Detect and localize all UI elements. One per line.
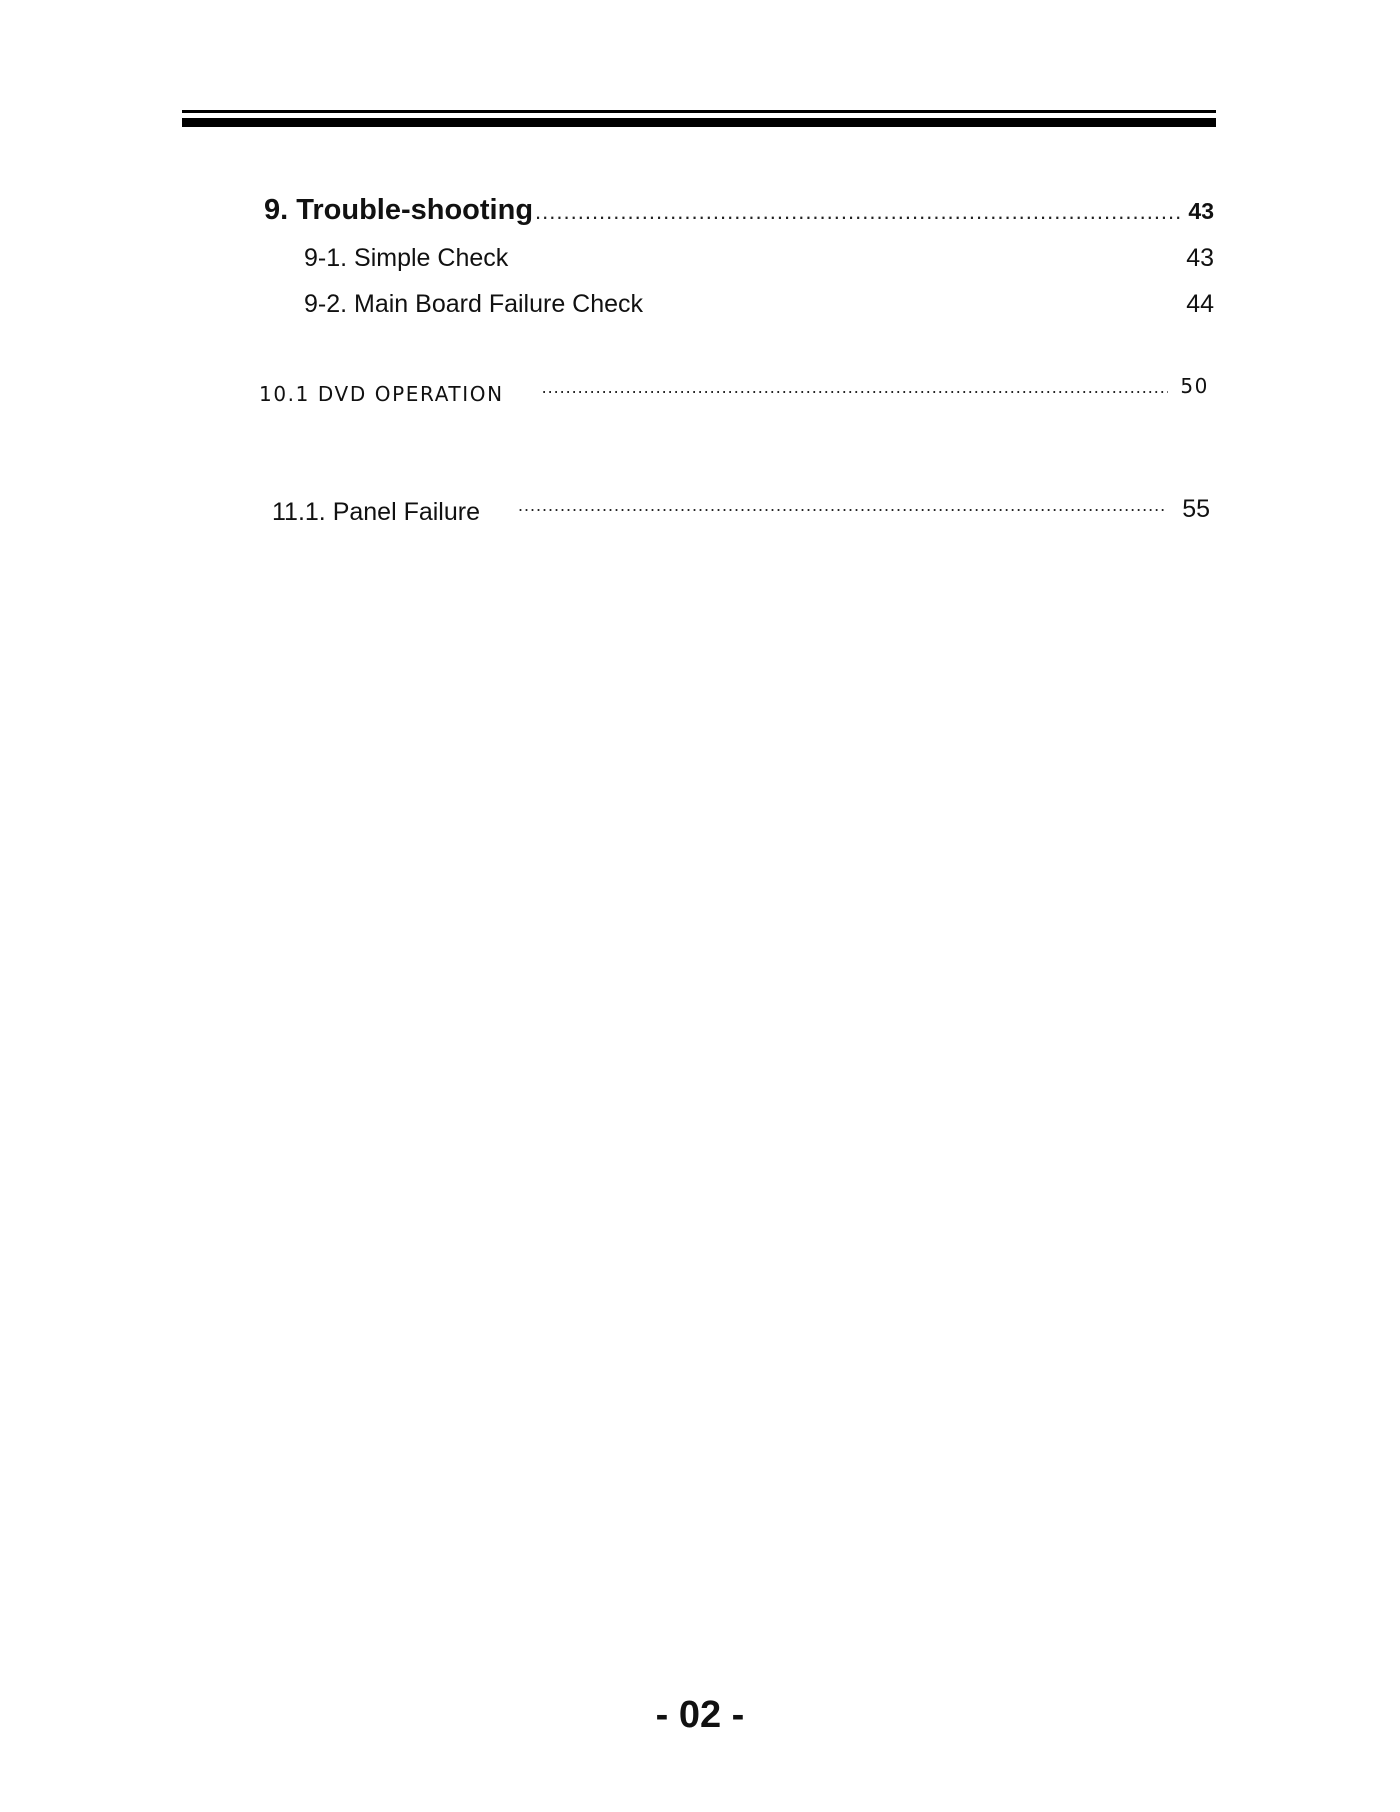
toc-title: 9-1. Simple Check bbox=[304, 244, 509, 272]
dot-leader bbox=[535, 199, 1184, 225]
page-number-footer: - 02 - bbox=[655, 1694, 745, 1736]
toc-title: 10.1 DVD OPERATION bbox=[259, 382, 504, 406]
toc-page-number: 43 bbox=[1186, 244, 1214, 272]
toc-entry-dvd-operation[interactable] bbox=[259, 374, 1209, 406]
toc-entry-main-board-failure-check[interactable] bbox=[304, 290, 1214, 319]
dot-leader bbox=[542, 377, 1169, 398]
toc-page-number: 50 bbox=[1180, 374, 1209, 398]
toc-entry-simple-check[interactable] bbox=[304, 244, 1214, 273]
toc-entry-panel-failure[interactable] bbox=[272, 495, 1210, 527]
toc-title: 11.1. Panel Failure bbox=[272, 498, 480, 526]
toc-page-number: 43 bbox=[1188, 198, 1214, 224]
toc-page-number: 55 bbox=[1182, 495, 1210, 523]
dot-leader bbox=[518, 495, 1164, 516]
toc-title: 9-2. Main Board Failure Check bbox=[304, 290, 644, 318]
toc-entry-trouble-shooting[interactable] bbox=[264, 194, 1214, 227]
toc-page-number: 44 bbox=[1186, 290, 1214, 318]
header-rule-thin bbox=[182, 110, 1216, 113]
toc-title: 9. Trouble-shooting bbox=[264, 194, 534, 226]
header-rule-thick bbox=[182, 118, 1216, 127]
